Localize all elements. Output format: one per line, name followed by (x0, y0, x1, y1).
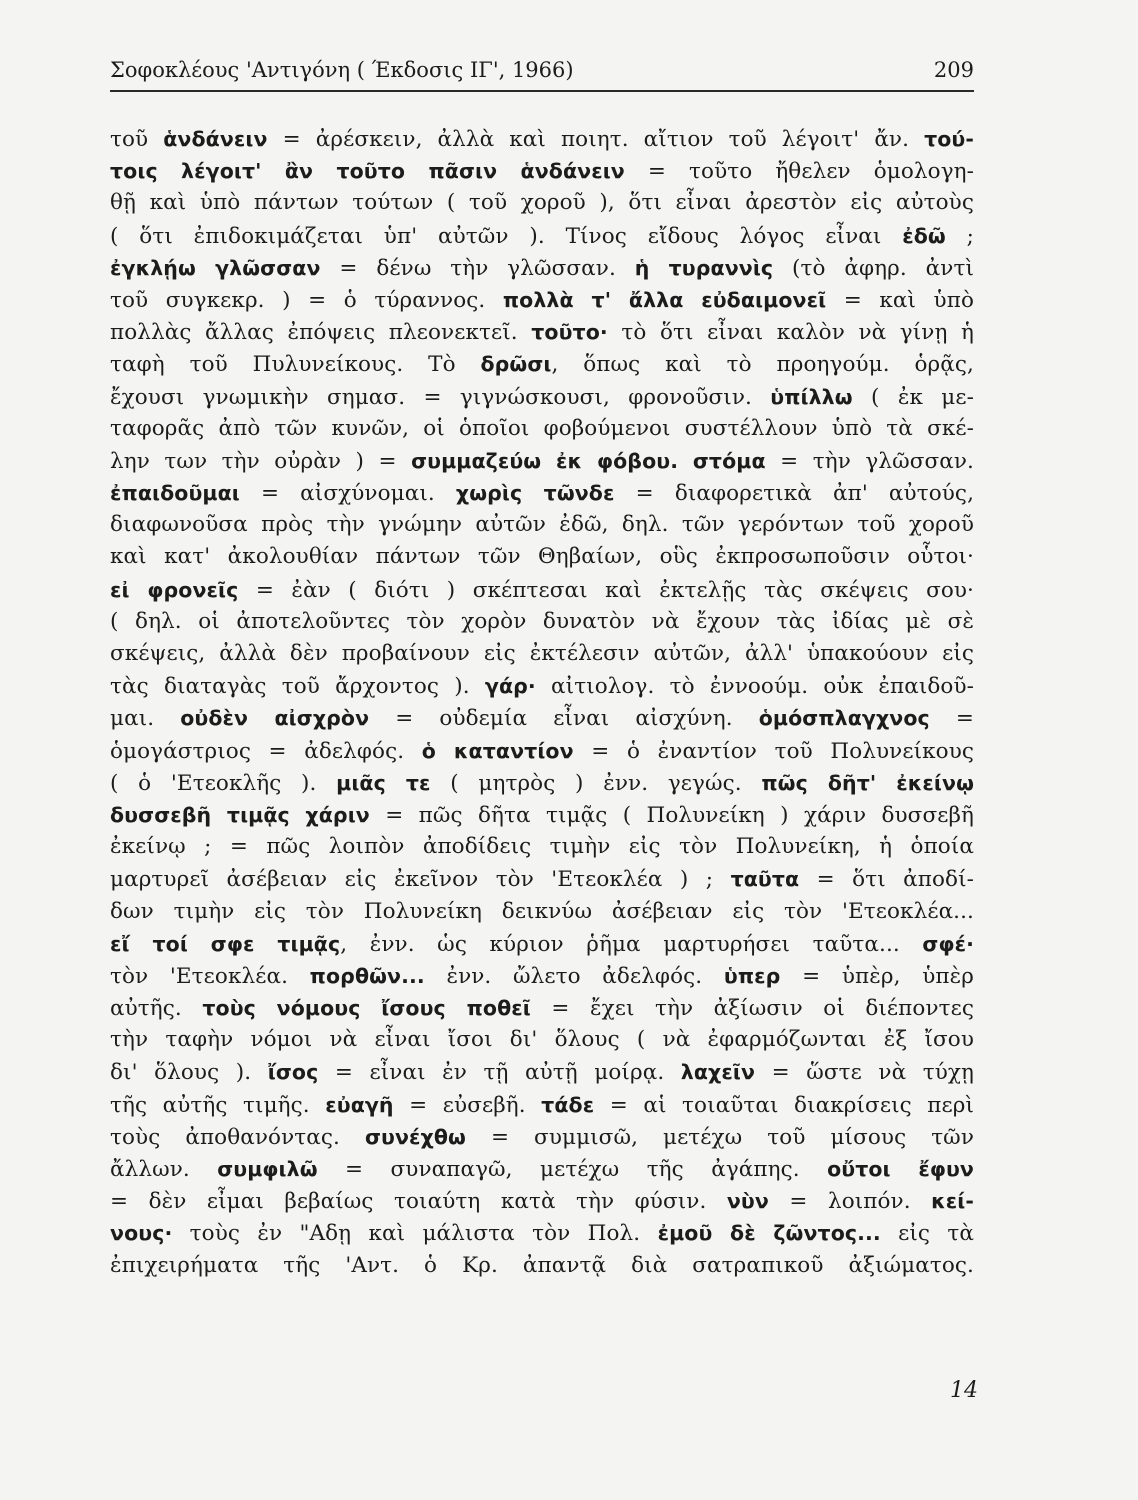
text-line (110, 541, 974, 573)
gloss-text: τὸν 'Ετεοκλέα. (110, 963, 310, 989)
gloss-text: σκέψεις, ἀλλὰ δὲν προβαίνουν εἰς ἐκτέλεσιν αὐτῶν, ἀλλ' ὑπακούουν εἰς (110, 641, 974, 666)
gloss-text: = ὁ ἐναντίον τοῦ Πολυνείκους (573, 738, 974, 764)
gloss-text: τὸ ὅτι εἶναι καλὸν νὰ γίνῃ ἡ (607, 320, 974, 346)
gloss-text: τὰς διαταγὰς τοῦ ἄρχοντος ). (110, 674, 485, 700)
gloss-text: ἐνν. ὤλετο ἀδελφός. (424, 963, 724, 989)
lemma-term: ἐγκλῄω γλῶσσαν (110, 255, 321, 280)
lemma-term: ἐπαιδοῦμαι (110, 481, 240, 506)
text-line (110, 992, 974, 1024)
text-line (110, 509, 974, 541)
lemma-term: χωρὶς τῶνδε (455, 481, 615, 506)
lemma-term: συμφιλῶ (217, 1157, 318, 1181)
lemma-term: εἴ τοί σφε τιμᾷς (110, 931, 341, 956)
gloss-text: ; (945, 223, 974, 249)
lemma-term: μιᾶς τε (336, 770, 431, 795)
text-line (110, 284, 974, 316)
gloss-text: τοὺς ἐν "Αδῃ καὶ μάλιστα τὸν Πολ. (172, 1221, 658, 1247)
text-line (110, 187, 974, 219)
text-line (110, 477, 974, 509)
lemma-term: τοις λέγοιτ' ἂν τοῦτο πᾶσιν ἁνδάνειν (110, 159, 625, 184)
text-line (110, 1250, 974, 1282)
gloss-text: (τὸ ἀφηρ. ἀντὶ (773, 255, 974, 281)
gloss-text: = ὥστε νὰ τύχῃ (755, 1060, 975, 1086)
lemma-term: σφέ· (922, 931, 974, 956)
gloss-text: = συναπαγῶ, μετέχω τῆς ἀγάπης. (317, 1157, 828, 1182)
lemma-term: λαχεῖν (680, 1060, 756, 1085)
text-line (110, 1024, 974, 1056)
text-line (110, 799, 974, 831)
text-line (110, 445, 974, 477)
gloss-text: τοὺς ἀποθανόντας. (110, 1124, 365, 1150)
gloss-text: = δὲν εἶμαι βεβαίως τοιαύτη κατὰ τὴν φύσιν. (110, 1189, 727, 1215)
gloss-text: ( μητρὸς ) ἐνν. γεγώς. (430, 770, 762, 796)
text-line (110, 348, 974, 380)
lemma-term: ἁνδάνειν (163, 127, 268, 151)
lemma-term: γάρ· (484, 674, 536, 699)
gloss-text: ( ὁ 'Ετεοκλῆς ). (110, 770, 337, 796)
text-line (110, 863, 974, 895)
gloss-text: = (929, 706, 974, 732)
lemma-term: εἰ φρονεῖς (110, 577, 239, 602)
gloss-text: , ἐνν. ὡς κύριον ῥῆμα μαρτυρήσει ταῦτα... (340, 931, 923, 957)
text-line (110, 220, 974, 252)
text-line (110, 1056, 974, 1088)
lemma-term: ἡ τυραννὶς (634, 255, 774, 280)
lemma-term: εὐαγῆ (325, 1092, 394, 1117)
lemma-term: ὑπερ (723, 963, 781, 988)
lemma-term: κεί- (931, 1189, 974, 1214)
gloss-text: μαι. (110, 706, 181, 732)
running-header (110, 56, 974, 88)
text-line (110, 316, 974, 348)
lemma-term: ἴσος (267, 1060, 319, 1085)
gloss-text: = συμμισῶ, μετέχω τοῦ μίσους τῶν (465, 1124, 974, 1150)
lemma-term: οὔτοι ἔφυν (827, 1157, 974, 1181)
page-number: 209 (933, 58, 974, 82)
gloss-text: = εἶναι ἐν τῇ αὐτῇ μοίρᾳ. (318, 1060, 681, 1086)
text-line (110, 702, 974, 734)
lemma-term: τοὺς νόμους ἴσους ποθεῖ (202, 996, 531, 1021)
text-line (110, 574, 974, 606)
lemma-term: οὐδὲν αἰσχρὸν (180, 706, 370, 731)
gloss-text: εἰς τὰ (880, 1221, 975, 1247)
running-title: Σοφοκλέους 'Αντιγόνη ( Έκδοσις ΙΓ', 1966) (110, 58, 574, 82)
gloss-text: = τὴν γλῶσσαν. (765, 448, 974, 474)
lemma-term: συνέχθω (364, 1124, 466, 1149)
text-line (110, 1185, 974, 1217)
gloss-text: = δένω τὴν γλῶσσαν. (320, 255, 635, 281)
text-line (110, 638, 974, 670)
header-rule (110, 90, 974, 92)
text-line (110, 1121, 974, 1153)
lemma-term: δρῶσι (480, 352, 552, 377)
commentary-text (110, 123, 974, 1282)
gloss-text: διαφωνοῦσα πρὸς τὴν γνώμην αὐτῶν ἐδῶ, δηλ. τῶν γερόντων τοῦ χοροῦ (110, 512, 974, 538)
gloss-text: θῇ καὶ ὑπὸ πάντων τούτων ( τοῦ χοροῦ ), ὅτι εἶναι ἀρεστὸν εἰς αὐτοὺς (110, 190, 974, 216)
gloss-text: ἔχουσι γνωμικὴν σημασ. = γιγνώσκουσι, φρονοῦσιν. (110, 384, 771, 410)
lemma-term: νους· (110, 1221, 173, 1246)
gloss-text: ( ἐκ με- (852, 384, 974, 410)
gloss-text: τῆς αὐτῆς τιμῆς. (110, 1092, 326, 1118)
text-line (110, 381, 974, 413)
gloss-text: ἐκείνῳ ; = πῶς λοιπὸν ἀποδίδεις τιμὴν εἰς τὸν Πολυνείκη, ἡ ὁποία (110, 834, 974, 860)
gloss-text: = τοῦτο ἤθελεν ὁμολογη- (624, 159, 974, 185)
text-line (110, 606, 974, 638)
text-line (110, 1089, 974, 1121)
gloss-text: μαρτυρεῖ ἀσέβειαν εἰς ἐκεῖνον τὸν 'Ετεοκλέα ) ; (110, 867, 731, 893)
text-line (110, 896, 974, 928)
lemma-term: ὑπίλλω (770, 384, 853, 409)
lemma-term: συμμαζεύω ἐκ φόβου. στόμα (411, 448, 766, 473)
gloss-text: ἄλλων. (110, 1157, 218, 1182)
gloss-text: , ὅπως καὶ τὸ προηγούμ. ὁρᾷς, (551, 352, 974, 378)
gloss-text: = αἱ τοιαῦται διακρίσεις περὶ (594, 1092, 974, 1118)
lemma-term: δυσσεβῆ τιμᾷς χάριν (110, 802, 370, 827)
gloss-text: ταφὴ τοῦ Πυλυνείκους. Τὸ (110, 352, 481, 378)
gloss-text: = ὑπὲρ, ὑπὲρ (780, 963, 975, 989)
gloss-text: = διαφορετικὰ ἀπ' αὐτούς, (614, 481, 975, 507)
gloss-text: = οὐδεμία εἶναι αἰσχύνη. (369, 706, 759, 732)
gloss-text: ( δηλ. οἱ ἀποτελοῦντες τὸν χορὸν δυνατὸν νὰ ἔχουν τὰς ἰδίας μὲ σὲ (110, 608, 974, 634)
gloss-text: ( ὅτι ἐπιδοκιμάζεται ὑπ' αὐτῶν ). Τίνος εἴδους λόγος εἶναι (110, 223, 903, 249)
gloss-text: αὐτῆς. (110, 996, 203, 1022)
lemma-term: ταῦτα (730, 867, 800, 892)
gloss-text: λην των τὴν οὐρὰν ) = (110, 448, 412, 474)
gloss-text: = ἐὰν ( διότι ) σκέπτεσαι καὶ ἐκτελῇς τὰς σκέψεις σου· (238, 577, 974, 603)
lemma-term: ὁ καταντίον (421, 738, 574, 763)
gloss-text: = εὐσεβῆ. (393, 1092, 542, 1118)
gloss-text: ὁμογάστριος = ἀδελφός. (110, 738, 422, 764)
gloss-text: = ἔχει τὴν ἀξίωσιν οἱ διέποντες (530, 996, 974, 1022)
text-line (110, 155, 974, 187)
lemma-term: νὺν (726, 1189, 769, 1214)
lemma-term: πολλὰ τ' ἄλλα εὐδαιμονεῖ (502, 287, 827, 312)
gloss-text: δων τιμὴν εἰς τὸν Πολυνείκη δεικνύω ἀσέβειαν εἰς τὸν 'Ετεοκλέα... (110, 898, 974, 924)
text-line (110, 928, 974, 960)
gloss-text: = ἀρέσκειν, ἀλλὰ καὶ ποιητ. αἴτιον τοῦ λέγοιτ' ἄν. (267, 127, 925, 152)
gloss-text: αἰτιολογ. τὸ ἐννοούμ. οὐκ ἐπαιδοῦ- (535, 674, 974, 700)
gloss-text: τοῦ συγκεκρ. ) = ὁ τύραννος. (110, 287, 503, 313)
gloss-text: = πῶς δῆτα τιμᾷς ( Πολυνείκη ) χάριν δυσσεβῆ (369, 802, 974, 828)
gloss-text: = αἰσχύνομαι. (239, 481, 456, 507)
text-line (110, 1217, 974, 1249)
lemma-term: τού- (924, 127, 974, 151)
text-line (110, 831, 974, 863)
gloss-text: τοῦ (110, 127, 164, 152)
text-line (110, 670, 974, 702)
gloss-text: = ὅτι ἀποδί- (799, 867, 974, 893)
lemma-term: πῶς δῆτ' ἐκείνῳ (761, 770, 974, 795)
text-line (110, 252, 974, 284)
gloss-text: πολλὰς ἄλλας ἐπόψεις πλεονεκτεῖ. (110, 320, 532, 346)
text-line (110, 123, 974, 155)
gloss-text: καὶ κατ' ἀκολουθίαν πάντων τῶν Θηβαίων, οὓς ἐκπροσωποῦσιν οὗτοι· (110, 544, 974, 570)
text-line (110, 1153, 974, 1185)
lemma-term: τοῦτο· (531, 320, 608, 345)
lemma-term: ὁμόσπλαγχνος (758, 706, 930, 731)
gloss-text: = λοιπόν. (768, 1189, 932, 1215)
gloss-text: δι' ὅλους ). (110, 1060, 268, 1086)
gloss-text: = καὶ ὑπὸ (826, 287, 974, 313)
text-line (110, 767, 974, 799)
lemma-term: πορθῶν... (309, 963, 425, 988)
signature-mark: 14 (950, 1378, 978, 1403)
text-line (110, 960, 974, 992)
gloss-text: ταφορᾶς ἀπὸ τῶν κυνῶν, οἱ ὁποῖοι φοβούμενοι συστέλλουν ὑπὸ τὰ σκέ- (110, 415, 974, 441)
lemma-term: ἐδῶ (902, 223, 946, 248)
lemma-term: ἐμοῦ δὲ ζῶντος... (657, 1221, 881, 1246)
text-line (110, 735, 974, 767)
lemma-term: τάδε (541, 1092, 595, 1117)
gloss-text: τὴν ταφὴν νόμοι νὰ εἶναι ἴσοι δι' ὅλους ( νὰ ἐφαρμόζωνται ἐξ ἴσου (110, 1027, 974, 1053)
gloss-text: ἐπιχειρήματα τῆς 'Αντ. ὁ Κρ. ἀπαντᾷ διὰ σατραπικοῦ ἀξιώματος. (110, 1252, 974, 1278)
text-line (110, 413, 974, 445)
